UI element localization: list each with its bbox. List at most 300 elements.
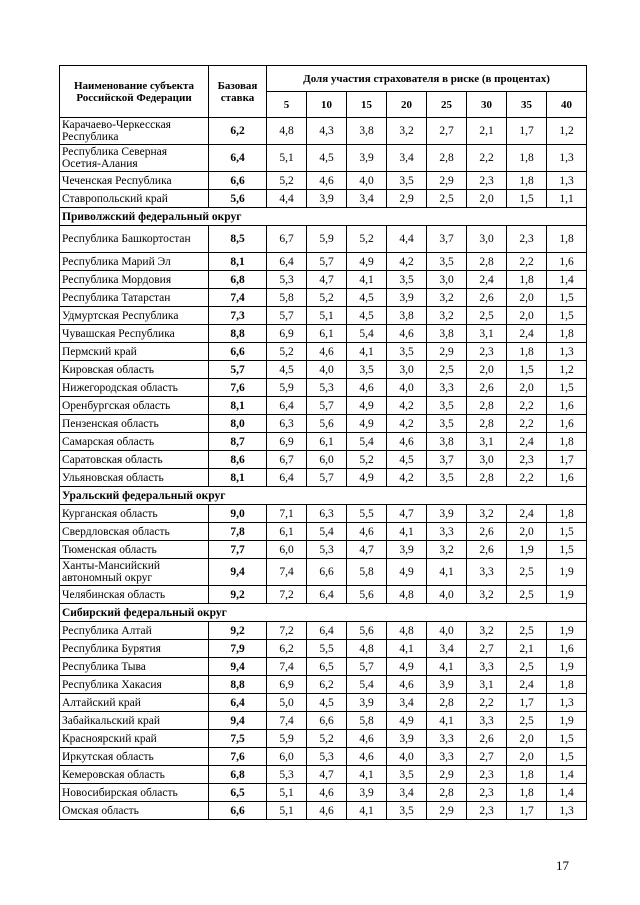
base-rate: 6,8 — [209, 271, 267, 289]
table-row — [60, 397, 587, 415]
rate-value: 1,5 — [547, 379, 587, 397]
rate-value: 5,0 — [267, 694, 307, 712]
rate-value: 1,5 — [547, 289, 587, 307]
rate-value: 5,4 — [307, 523, 347, 541]
rate-value: 2,3 — [467, 802, 507, 820]
region-name: Свердловская область — [60, 523, 209, 541]
base-rate: 9,2 — [209, 622, 267, 640]
region-name: Оренбургская область — [60, 397, 209, 415]
rate-value: 1,7 — [507, 694, 547, 712]
region-name: Ханты-Мансийский автономный округ — [60, 559, 209, 586]
rate-value: 1,3 — [547, 172, 587, 190]
rate-value: 1,4 — [547, 766, 587, 784]
rate-value: 2,3 — [507, 451, 547, 469]
table-row — [60, 730, 587, 748]
rate-value: 7,2 — [267, 586, 307, 604]
base-rate: 8,6 — [209, 451, 267, 469]
rate-value: 3,9 — [427, 676, 467, 694]
rate-value: 3,4 — [427, 640, 467, 658]
rate-value: 2,6 — [467, 289, 507, 307]
base-rate: 9,0 — [209, 505, 267, 523]
rate-value: 3,5 — [387, 343, 427, 361]
rate-value: 1,5 — [547, 748, 587, 766]
base-rate: 7,6 — [209, 748, 267, 766]
rate-value: 4,6 — [307, 802, 347, 820]
rate-value: 2,0 — [507, 307, 547, 325]
rate-value: 2,2 — [467, 145, 507, 172]
base-rate: 8,7 — [209, 433, 267, 451]
rate-value: 2,0 — [507, 730, 547, 748]
rate-value: 3,3 — [467, 658, 507, 676]
rate-value: 2,5 — [507, 712, 547, 730]
rate-value: 2,7 — [427, 118, 467, 145]
base-rate: 8,1 — [209, 469, 267, 487]
region-name: Ульяновская область — [60, 469, 209, 487]
region-name: Республика Хакасия — [60, 676, 209, 694]
rate-value: 2,5 — [427, 190, 467, 208]
table-row — [60, 289, 587, 307]
rate-value: 4,9 — [347, 397, 387, 415]
rate-value: 1,7 — [507, 118, 547, 145]
region-name: Кировская область — [60, 361, 209, 379]
rate-value: 2,2 — [507, 469, 547, 487]
rate-value: 4,7 — [387, 505, 427, 523]
rate-value: 3,2 — [467, 622, 507, 640]
table-row — [60, 469, 587, 487]
region-name: Иркутская область — [60, 748, 209, 766]
rate-value: 5,6 — [307, 415, 347, 433]
rate-value: 1,2 — [547, 361, 587, 379]
rate-value: 1,7 — [547, 451, 587, 469]
rate-value: 3,9 — [347, 694, 387, 712]
rate-value: 4,6 — [347, 730, 387, 748]
rate-value: 2,8 — [467, 253, 507, 271]
rate-value: 6,2 — [267, 640, 307, 658]
rate-value: 2,9 — [427, 172, 467, 190]
rate-value: 1,2 — [547, 118, 587, 145]
rate-value: 2,5 — [507, 658, 547, 676]
rate-value: 4,1 — [347, 271, 387, 289]
rate-value: 3,9 — [387, 541, 427, 559]
rate-value: 3,2 — [427, 289, 467, 307]
rate-value: 5,5 — [347, 505, 387, 523]
rate-value: 4,6 — [307, 343, 347, 361]
rate-value: 1,8 — [507, 343, 547, 361]
region-name: Красноярский край — [60, 730, 209, 748]
rate-value: 7,4 — [267, 559, 307, 586]
table-row — [60, 559, 587, 586]
rate-value: 6,6 — [307, 559, 347, 586]
table-row — [60, 118, 587, 145]
rate-value: 4,4 — [267, 190, 307, 208]
rate-value: 5,1 — [307, 307, 347, 325]
table-row — [60, 226, 587, 253]
region-name: Удмуртская Республика — [60, 307, 209, 325]
rate-value: 6,0 — [267, 748, 307, 766]
base-rate: 9,4 — [209, 559, 267, 586]
region-name: Челябинская область — [60, 586, 209, 604]
rate-value: 4,2 — [387, 253, 427, 271]
rate-value: 3,9 — [347, 145, 387, 172]
rate-value: 2,7 — [467, 640, 507, 658]
district-row — [60, 604, 587, 622]
rate-value: 2,0 — [507, 289, 547, 307]
rate-value: 4,2 — [387, 397, 427, 415]
rate-value: 3,5 — [387, 172, 427, 190]
rate-value: 3,3 — [427, 730, 467, 748]
rate-value: 1,3 — [547, 343, 587, 361]
rate-value: 1,9 — [547, 622, 587, 640]
rate-value: 3,0 — [467, 451, 507, 469]
rate-value: 5,2 — [307, 730, 347, 748]
rate-value: 4,5 — [387, 451, 427, 469]
base-rate: 6,8 — [209, 766, 267, 784]
rate-value: 1,3 — [547, 802, 587, 820]
base-rate: 6,5 — [209, 784, 267, 802]
rate-value: 2,3 — [467, 784, 507, 802]
rate-value: 5,7 — [347, 658, 387, 676]
rate-value: 3,9 — [307, 190, 347, 208]
table-row — [60, 802, 587, 820]
rate-value: 4,0 — [347, 172, 387, 190]
rate-value: 6,7 — [267, 451, 307, 469]
rate-value: 3,2 — [387, 118, 427, 145]
base-rate: 8,0 — [209, 415, 267, 433]
rate-value: 5,2 — [347, 226, 387, 253]
rate-value: 4,1 — [387, 640, 427, 658]
rate-value: 6,9 — [267, 325, 307, 343]
table-row — [60, 271, 587, 289]
rate-value: 1,7 — [507, 802, 547, 820]
rate-value: 2,4 — [507, 433, 547, 451]
rate-value: 4,5 — [307, 694, 347, 712]
table-row — [60, 190, 587, 208]
rates-table — [59, 65, 587, 820]
rate-value: 4,5 — [347, 289, 387, 307]
rate-value: 3,9 — [427, 505, 467, 523]
rate-value: 3,8 — [347, 118, 387, 145]
rate-value: 2,5 — [507, 622, 547, 640]
rate-value: 3,7 — [427, 451, 467, 469]
rate-value: 3,7 — [427, 226, 467, 253]
rate-value: 5,2 — [307, 289, 347, 307]
rate-value: 4,6 — [347, 748, 387, 766]
rate-value: 5,2 — [267, 172, 307, 190]
rate-value: 4,0 — [427, 622, 467, 640]
header-percent: 15 — [347, 92, 387, 118]
rate-value: 4,8 — [267, 118, 307, 145]
rate-value: 6,1 — [267, 523, 307, 541]
rate-value: 2,5 — [427, 361, 467, 379]
base-rate: 8,8 — [209, 325, 267, 343]
table-row — [60, 415, 587, 433]
rate-value: 4,1 — [387, 523, 427, 541]
rate-value: 3,4 — [387, 145, 427, 172]
table-row — [60, 622, 587, 640]
rate-value: 4,7 — [347, 541, 387, 559]
region-name: Пермский край — [60, 343, 209, 361]
table-row — [60, 523, 587, 541]
rate-value: 5,3 — [307, 379, 347, 397]
rate-value: 3,1 — [467, 325, 507, 343]
table-row — [60, 784, 587, 802]
rate-value: 6,4 — [307, 586, 347, 604]
rate-value: 1,3 — [547, 145, 587, 172]
rate-value: 4,8 — [387, 586, 427, 604]
rate-value: 5,3 — [307, 541, 347, 559]
base-rate: 8,1 — [209, 397, 267, 415]
rate-value: 4,9 — [387, 559, 427, 586]
rate-value: 2,8 — [467, 469, 507, 487]
rate-value: 1,8 — [507, 766, 547, 784]
table-row — [60, 253, 587, 271]
page-number: 17 — [556, 858, 569, 873]
rate-value: 5,6 — [347, 622, 387, 640]
rate-value: 3,5 — [427, 415, 467, 433]
base-rate: 7,6 — [209, 379, 267, 397]
table-row — [60, 712, 587, 730]
rate-value: 1,8 — [547, 226, 587, 253]
rate-value: 4,0 — [307, 361, 347, 379]
region-name: Карачаево-Черкесская Республика — [60, 118, 209, 145]
base-rate: 5,6 — [209, 190, 267, 208]
rate-value: 2,7 — [467, 748, 507, 766]
rate-value: 3,1 — [467, 433, 507, 451]
header-percent: 30 — [467, 92, 507, 118]
table-row — [60, 451, 587, 469]
rate-value: 3,5 — [427, 397, 467, 415]
rate-value: 3,0 — [387, 361, 427, 379]
rate-value: 3,5 — [387, 271, 427, 289]
region-name: Самарская область — [60, 433, 209, 451]
rate-value: 4,7 — [307, 766, 347, 784]
rate-value: 7,2 — [267, 622, 307, 640]
region-name: Ставропольский край — [60, 190, 209, 208]
base-rate: 8,8 — [209, 676, 267, 694]
rate-value: 1,5 — [547, 541, 587, 559]
header-base-rate: Базовая ставка — [209, 66, 267, 118]
rate-value: 1,4 — [547, 271, 587, 289]
table-row — [60, 658, 587, 676]
rate-value: 1,8 — [547, 505, 587, 523]
rate-value: 3,5 — [387, 802, 427, 820]
rate-value: 1,9 — [547, 559, 587, 586]
table-row — [60, 307, 587, 325]
rate-value: 1,9 — [547, 712, 587, 730]
rate-value: 2,8 — [467, 415, 507, 433]
rate-value: 3,5 — [387, 766, 427, 784]
rate-value: 6,4 — [267, 253, 307, 271]
rate-value: 2,0 — [507, 379, 547, 397]
table-row — [60, 145, 587, 172]
rate-value: 7,4 — [267, 658, 307, 676]
rate-value: 1,8 — [547, 325, 587, 343]
rate-value: 5,2 — [347, 451, 387, 469]
region-name: Забайкальский край — [60, 712, 209, 730]
base-rate: 6,2 — [209, 118, 267, 145]
rate-value: 5,6 — [347, 586, 387, 604]
region-name: Пензенская область — [60, 415, 209, 433]
rate-value: 3,5 — [427, 469, 467, 487]
rate-value: 2,3 — [507, 226, 547, 253]
rate-value: 5,9 — [267, 379, 307, 397]
rate-value: 5,1 — [267, 784, 307, 802]
header-percent: 35 — [507, 92, 547, 118]
region-name: Республика Северная Осетия-Алания — [60, 145, 209, 172]
rate-value: 3,3 — [427, 748, 467, 766]
base-rate: 7,4 — [209, 289, 267, 307]
rate-value: 5,7 — [307, 397, 347, 415]
rate-value: 3,3 — [467, 559, 507, 586]
rate-value: 1,6 — [547, 415, 587, 433]
region-name: Республика Бурятия — [60, 640, 209, 658]
rate-value: 2,0 — [467, 361, 507, 379]
table-body — [60, 118, 587, 820]
rate-value: 3,2 — [467, 586, 507, 604]
rate-value: 6,6 — [307, 712, 347, 730]
base-rate: 6,4 — [209, 694, 267, 712]
rate-value: 1,5 — [547, 523, 587, 541]
table-row — [60, 172, 587, 190]
rate-value: 4,8 — [387, 622, 427, 640]
rate-value: 4,8 — [347, 640, 387, 658]
rate-value: 2,0 — [507, 523, 547, 541]
rate-value: 2,0 — [507, 748, 547, 766]
header-percent: 40 — [547, 92, 587, 118]
rate-value: 4,6 — [307, 784, 347, 802]
rate-value: 7,1 — [267, 505, 307, 523]
rate-value: 4,1 — [427, 658, 467, 676]
rate-value: 3,3 — [427, 379, 467, 397]
rate-value: 2,8 — [427, 694, 467, 712]
rate-value: 3,2 — [467, 505, 507, 523]
rate-value: 2,2 — [507, 253, 547, 271]
base-rate: 9,4 — [209, 712, 267, 730]
rate-value: 5,9 — [307, 226, 347, 253]
rate-value: 2,4 — [467, 271, 507, 289]
rate-value: 1,1 — [547, 190, 587, 208]
rate-value: 3,5 — [427, 253, 467, 271]
rate-value: 1,8 — [547, 433, 587, 451]
rate-value: 1,9 — [547, 586, 587, 604]
region-name: Республика Алтай — [60, 622, 209, 640]
rate-value: 6,3 — [307, 505, 347, 523]
rate-value: 3,3 — [427, 523, 467, 541]
rate-value: 3,8 — [387, 307, 427, 325]
rate-value: 2,4 — [507, 325, 547, 343]
rate-value: 1,6 — [547, 469, 587, 487]
rate-value: 4,1 — [427, 712, 467, 730]
rate-value: 3,9 — [387, 730, 427, 748]
rate-value: 2,5 — [507, 586, 547, 604]
region-name: Алтайский край — [60, 694, 209, 712]
rate-value: 2,6 — [467, 730, 507, 748]
rate-value: 3,9 — [387, 289, 427, 307]
rate-value: 6,5 — [307, 658, 347, 676]
rate-value: 3,8 — [427, 325, 467, 343]
district-row — [60, 208, 587, 226]
region-name: Чувашская Республика — [60, 325, 209, 343]
rate-value: 3,1 — [467, 676, 507, 694]
rate-value: 3,4 — [347, 190, 387, 208]
rate-value: 4,6 — [387, 433, 427, 451]
rate-value: 3,4 — [387, 784, 427, 802]
header-participation: Доля участия страхователя в риске (в процентах) — [267, 66, 587, 92]
table-row — [60, 505, 587, 523]
table-row — [60, 676, 587, 694]
region-name: Республика Мордовия — [60, 271, 209, 289]
table-row — [60, 433, 587, 451]
base-rate: 7,5 — [209, 730, 267, 748]
rate-value: 4,5 — [307, 145, 347, 172]
rate-value: 1,6 — [547, 640, 587, 658]
rate-value: 5,9 — [267, 730, 307, 748]
rate-value: 5,7 — [307, 469, 347, 487]
rate-value: 1,8 — [507, 172, 547, 190]
region-name: Республика Башкортостан — [60, 226, 209, 253]
rate-value: 1,6 — [547, 253, 587, 271]
rate-value: 5,8 — [347, 559, 387, 586]
district-name: Уральский федеральный округ — [60, 487, 587, 505]
table-row — [60, 748, 587, 766]
rate-value: 3,5 — [347, 361, 387, 379]
rate-value: 2,5 — [507, 559, 547, 586]
rate-value: 6,0 — [307, 451, 347, 469]
region-name: Тюменская область — [60, 541, 209, 559]
district-row — [60, 487, 587, 505]
rate-value: 4,0 — [387, 748, 427, 766]
rate-value: 3,0 — [427, 271, 467, 289]
header-percent: 5 — [267, 92, 307, 118]
base-rate: 9,2 — [209, 586, 267, 604]
base-rate: 6,6 — [209, 172, 267, 190]
table-row — [60, 343, 587, 361]
region-name: Нижегородская область — [60, 379, 209, 397]
rate-value: 1,5 — [507, 190, 547, 208]
rate-value: 3,9 — [347, 784, 387, 802]
table-row — [60, 325, 587, 343]
rate-value: 4,7 — [307, 271, 347, 289]
region-name: Саратовская область — [60, 451, 209, 469]
rate-value: 5,4 — [347, 433, 387, 451]
rate-value: 4,1 — [347, 802, 387, 820]
rate-value: 2,4 — [507, 676, 547, 694]
rate-value: 4,3 — [307, 118, 347, 145]
base-rate: 7,9 — [209, 640, 267, 658]
base-rate: 9,4 — [209, 658, 267, 676]
rate-value: 4,6 — [347, 523, 387, 541]
table-row — [60, 694, 587, 712]
rate-value: 4,2 — [387, 415, 427, 433]
rate-value: 6,1 — [307, 433, 347, 451]
rate-value: 1,9 — [507, 541, 547, 559]
rate-value: 2,8 — [427, 145, 467, 172]
header-percent: 25 — [427, 92, 467, 118]
rate-value: 2,8 — [467, 397, 507, 415]
rate-value: 4,1 — [347, 343, 387, 361]
base-rate: 7,8 — [209, 523, 267, 541]
rate-value: 5,1 — [267, 145, 307, 172]
rate-value: 6,0 — [267, 541, 307, 559]
rate-value: 4,9 — [347, 415, 387, 433]
rate-value: 4,6 — [387, 676, 427, 694]
base-rate: 6,6 — [209, 343, 267, 361]
region-name: Республика Тыва — [60, 658, 209, 676]
rate-value: 4,9 — [387, 712, 427, 730]
region-name: Чеченская Республика — [60, 172, 209, 190]
rate-value: 1,8 — [507, 145, 547, 172]
rate-value: 1,8 — [507, 784, 547, 802]
